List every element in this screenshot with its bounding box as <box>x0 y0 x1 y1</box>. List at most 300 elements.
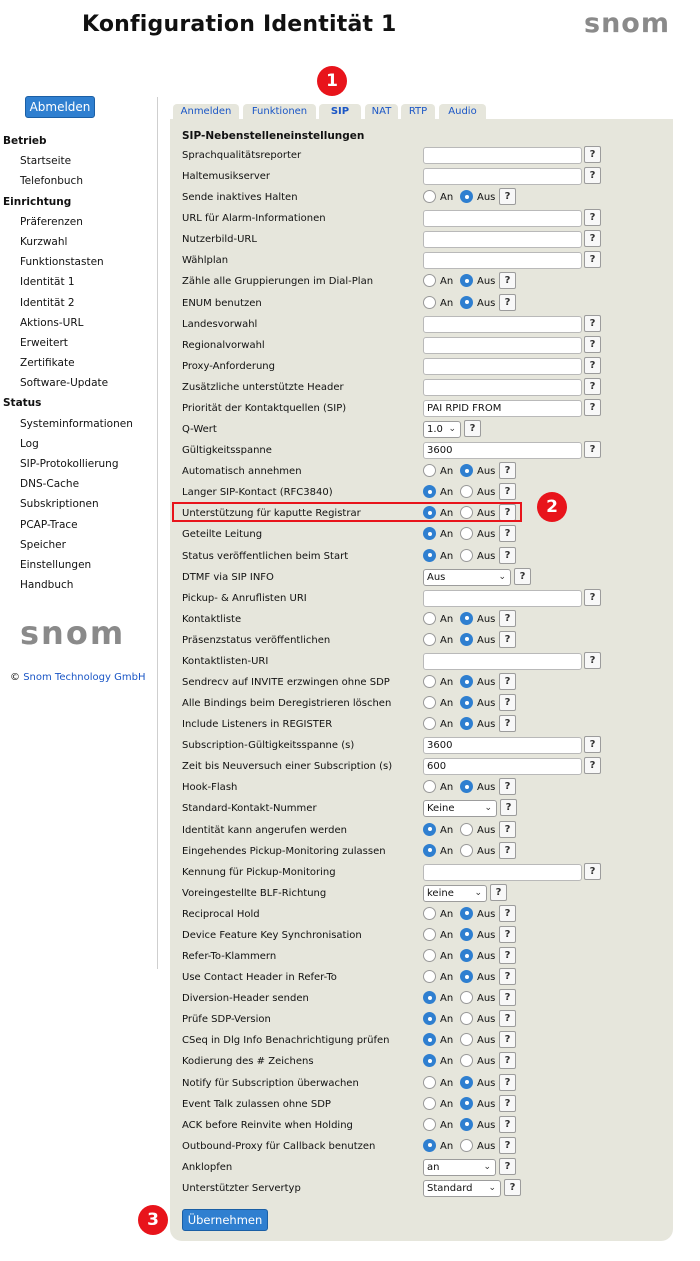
help-icon[interactable]: ? <box>499 1116 516 1133</box>
setting-row <box>0 1137 700 1158</box>
radio-off-label: Aus <box>477 1140 496 1152</box>
setting-label: Pickup- & Anruflisten URI <box>182 592 307 604</box>
help-icon[interactable]: ? <box>584 441 601 458</box>
radio-off[interactable] <box>460 464 473 477</box>
select-dropdown[interactable] <box>423 1180 501 1197</box>
setting-label: Event Talk zulassen ohne SDP <box>182 1098 331 1110</box>
tab-rtp[interactable]: RTP <box>401 104 435 120</box>
sidebar-item-erweitert[interactable]: Erweitert <box>20 336 68 349</box>
radio-off[interactable] <box>460 1139 473 1152</box>
setting-row <box>0 230 700 251</box>
help-icon[interactable]: ? <box>490 884 507 901</box>
text-input[interactable] <box>423 379 582 396</box>
help-icon[interactable]: ? <box>499 483 516 500</box>
page-title: Konfiguration Identität 1 <box>82 12 397 37</box>
setting-label: Wählplan <box>182 255 229 267</box>
help-icon[interactable]: ? <box>584 167 601 184</box>
radio-on[interactable] <box>423 844 436 857</box>
setting-row <box>0 631 700 652</box>
radio-off[interactable] <box>460 970 473 983</box>
setting-row <box>0 1116 700 1137</box>
setting-row <box>0 146 700 167</box>
sidebar-item-identität-2[interactable]: Identität 2 <box>20 296 75 309</box>
sidebar-item-einstellungen[interactable]: Einstellungen <box>20 558 92 571</box>
setting-label: Sprachqualitätsreporter <box>182 150 302 161</box>
radio-on[interactable] <box>423 296 436 309</box>
sidebar-group-betrieb: Betrieb <box>3 135 47 147</box>
setting-label: Geteilte Leitung <box>182 529 263 541</box>
radio-off[interactable] <box>460 296 473 309</box>
sidebar-item-speicher[interactable]: Speicher <box>20 538 66 551</box>
radio-off[interactable] <box>460 190 473 203</box>
help-icon[interactable]: ? <box>584 757 601 774</box>
help-icon[interactable]: ? <box>499 989 516 1006</box>
setting-row <box>0 694 700 715</box>
radio-on[interactable] <box>423 717 436 730</box>
sidebar-item-software-update[interactable]: Software-Update <box>20 377 109 390</box>
radio-off-label: Aus <box>477 276 496 288</box>
help-icon[interactable]: ? <box>499 1074 516 1091</box>
help-icon[interactable]: ? <box>499 294 516 311</box>
help-icon[interactable]: ? <box>499 715 516 732</box>
radio-off[interactable] <box>460 717 473 730</box>
setting-label: Eingehendes Pickup-Monitoring zulassen <box>182 845 386 857</box>
radio-on[interactable] <box>423 970 436 983</box>
setting-row <box>0 989 700 1010</box>
setting-label: Use Contact Header in Refer-To <box>182 972 337 984</box>
setting-row <box>0 209 700 230</box>
setting-row <box>0 420 700 441</box>
setting-row <box>0 462 700 483</box>
help-icon[interactable]: ? <box>499 926 516 943</box>
radio-off[interactable] <box>460 1076 473 1089</box>
radio-off-label: Aus <box>477 634 496 646</box>
radio-on[interactable] <box>423 633 436 646</box>
help-icon[interactable]: ? <box>499 905 516 922</box>
radio-on[interactable] <box>423 991 436 1004</box>
setting-label: Sende inaktives Halten <box>182 192 298 204</box>
setting-label: Zusätzliche unterstützte Header <box>182 381 344 393</box>
radio-on-label: An <box>440 634 454 646</box>
radio-on-label: An <box>440 297 454 309</box>
setting-label: Unterstützter Servertyp <box>182 1182 301 1194</box>
setting-label: ACK before Reinvite when Holding <box>182 1119 353 1131</box>
radio-on[interactable] <box>423 464 436 477</box>
setting-label: Proxy-Anforderung <box>182 360 275 372</box>
radio-off-label: Aus <box>477 613 496 625</box>
help-icon[interactable]: ? <box>499 1052 516 1069</box>
setting-label: Haltemusikserver <box>182 171 271 183</box>
setting-row <box>0 357 700 378</box>
radio-off-label: Aus <box>477 508 496 520</box>
help-icon[interactable]: ? <box>499 1158 516 1175</box>
radio-on-label: An <box>440 677 454 688</box>
select-dropdown[interactable] <box>423 421 461 438</box>
radio-on[interactable] <box>423 1139 436 1152</box>
radio-off[interactable] <box>460 633 473 646</box>
help-icon[interactable]: ? <box>584 251 601 268</box>
setting-label: Status veröffentlichen beim Start <box>182 550 349 562</box>
setting-row <box>0 1179 700 1200</box>
text-input[interactable] <box>423 316 582 333</box>
radio-off-label: Aus <box>477 824 496 836</box>
radio-on[interactable] <box>423 1097 436 1110</box>
radio-off[interactable] <box>460 1118 473 1131</box>
tab-nat[interactable]: NAT <box>365 104 398 120</box>
setting-row <box>0 821 700 842</box>
help-icon[interactable]: ? <box>499 547 516 564</box>
chevron-down-icon: ⌄ <box>483 1161 491 1172</box>
radio-on[interactable] <box>423 1118 436 1131</box>
setting-label: Subscription-Gültigkeitsspanne (s) <box>182 740 355 752</box>
sidebar-item-zertifikate[interactable]: Zertifikate <box>20 357 75 370</box>
setting-row <box>0 1158 700 1179</box>
sidebar-item-pcap-trace[interactable]: PCAP-Trace <box>20 518 78 531</box>
help-icon[interactable]: ? <box>504 1179 521 1196</box>
setting-row <box>0 778 700 799</box>
help-icon[interactable]: ? <box>499 673 516 690</box>
select-value: Standard <box>427 1182 473 1194</box>
radio-on-label: An <box>440 782 454 794</box>
help-icon[interactable]: ? <box>584 378 601 395</box>
setting-row <box>0 1074 700 1095</box>
setting-row <box>0 251 700 272</box>
sidebar-item-dns-cache[interactable]: DNS-Cache <box>20 478 80 491</box>
help-icon[interactable]: ? <box>499 842 516 859</box>
radio-off[interactable] <box>460 823 473 836</box>
sidebar-item-aktions-url[interactable]: Aktions-URL <box>20 316 84 329</box>
radio-off[interactable] <box>460 675 473 688</box>
select-value: Keine <box>427 803 455 815</box>
help-icon[interactable]: ? <box>499 968 516 985</box>
sidebar-item-sip-protokollierung[interactable]: SIP-Protokollierung <box>20 458 119 470</box>
radio-on[interactable] <box>423 949 436 962</box>
setting-row <box>0 547 700 568</box>
copyright-symbol: © <box>10 672 20 683</box>
radio-on[interactable] <box>423 612 436 625</box>
radio-on-label: An <box>440 1119 454 1131</box>
marker-2: 2 <box>537 492 567 522</box>
radio-off[interactable] <box>460 696 473 709</box>
sidebar-group-einrichtung: Einrichtung <box>3 195 72 208</box>
setting-label: Outbound-Proxy für Callback benutzen <box>182 1140 376 1152</box>
radio-on-label: An <box>440 550 454 562</box>
radio-on-label: An <box>440 1035 454 1047</box>
radio-off-label: Aus <box>477 487 496 499</box>
text-input[interactable] <box>423 231 582 248</box>
radio-on[interactable] <box>423 696 436 709</box>
select-dropdown[interactable] <box>423 1159 496 1176</box>
radio-on[interactable] <box>423 485 436 498</box>
sidebar-item-log[interactable]: Log <box>20 437 39 450</box>
help-icon[interactable]: ? <box>499 778 516 795</box>
setting-row <box>0 884 700 905</box>
select-value: 1.0 <box>427 424 443 436</box>
radio-off-label: Aus <box>477 845 496 857</box>
help-icon[interactable]: ? <box>584 863 601 880</box>
radio-off[interactable] <box>460 612 473 625</box>
setting-label: Unterstützung für kaputte Registrar <box>182 508 361 520</box>
setting-row <box>0 272 700 293</box>
setting-label: Nutzerbild-URL <box>182 234 257 246</box>
help-icon[interactable]: ? <box>584 230 601 247</box>
text-input[interactable]: 600 <box>423 758 582 775</box>
text-input[interactable] <box>423 210 582 227</box>
radio-on-label: An <box>440 529 454 541</box>
help-icon[interactable]: ? <box>499 610 516 627</box>
radio-on-label: An <box>440 972 454 984</box>
help-icon[interactable]: ? <box>499 462 516 479</box>
setting-label: Priorität der Kontaktquellen (SIP) <box>182 402 347 414</box>
text-input[interactable] <box>423 168 582 185</box>
setting-row <box>0 1031 700 1052</box>
radio-on[interactable] <box>423 1076 436 1089</box>
setting-row <box>0 336 700 357</box>
radio-off-label: Aus <box>477 1035 496 1047</box>
sidebar-item-funktionstasten[interactable]: Funktionstasten <box>20 256 104 269</box>
radio-off[interactable] <box>460 527 473 540</box>
setting-label: Alle Bindings beim Deregistrieren löschen <box>182 698 392 710</box>
help-icon[interactable]: ? <box>499 1095 516 1112</box>
help-icon[interactable]: ? <box>499 694 516 711</box>
radio-on[interactable] <box>423 907 436 920</box>
setting-label: Automatisch annehmen <box>182 466 302 478</box>
help-icon[interactable]: ? <box>499 1010 516 1027</box>
tab-anmelden[interactable]: Anmelden <box>173 104 239 120</box>
setting-row <box>0 652 700 673</box>
sidebar-item-handbuch[interactable]: Handbuch <box>20 579 74 592</box>
radio-on[interactable] <box>423 780 436 793</box>
text-input[interactable] <box>423 653 582 670</box>
radio-on-label: An <box>440 192 454 204</box>
radio-off[interactable] <box>460 274 473 287</box>
setting-row <box>0 673 700 694</box>
brand-logo: snom <box>584 8 670 39</box>
radio-on[interactable] <box>423 1054 436 1067</box>
text-input[interactable] <box>423 590 582 607</box>
setting-row <box>0 926 700 947</box>
sidebar-item-startseite[interactable]: Startseite <box>20 155 72 168</box>
help-icon[interactable]: ? <box>584 336 601 353</box>
help-icon[interactable]: ? <box>584 589 601 606</box>
help-icon[interactable]: ? <box>500 799 517 816</box>
help-icon[interactable]: ? <box>499 1031 516 1048</box>
help-icon[interactable]: ? <box>499 631 516 648</box>
setting-row <box>0 399 700 420</box>
sidebar-item-kurzwahl[interactable]: Kurzwahl <box>20 235 68 248</box>
text-input[interactable] <box>423 252 582 269</box>
radio-off[interactable] <box>460 549 473 562</box>
setting-row <box>0 378 700 399</box>
text-input[interactable]: 3600 <box>423 442 582 459</box>
setting-label: Sendrecv auf INVITE erzwingen ohne SDP <box>182 677 390 688</box>
marker-1: 1 <box>317 66 347 96</box>
setting-label: Kontaktlisten-URI <box>182 655 269 667</box>
text-input[interactable] <box>423 147 582 164</box>
help-icon[interactable]: ? <box>499 821 516 838</box>
help-icon[interactable]: ? <box>499 188 516 205</box>
radio-off-label: Aus <box>477 466 496 478</box>
radio-off-label: Aus <box>477 698 496 710</box>
setting-label: Hook-Flash <box>182 782 238 794</box>
highlight-box <box>172 502 522 522</box>
setting-row <box>0 736 700 757</box>
setting-row <box>0 610 700 631</box>
radio-on-label: An <box>440 1014 454 1026</box>
radio-off[interactable] <box>460 780 473 793</box>
chevron-down-icon: ⌄ <box>484 803 492 814</box>
text-input[interactable]: PAI RPID FROM <box>423 400 582 417</box>
setting-label: Diversion-Header senden <box>182 993 309 1005</box>
help-icon[interactable]: ? <box>584 736 601 753</box>
radio-off[interactable] <box>460 949 473 962</box>
tab-audio[interactable]: Audio <box>439 104 486 120</box>
apply-button[interactable]: Übernehmen <box>182 1209 268 1231</box>
radio-off[interactable] <box>460 485 473 498</box>
help-icon[interactable]: ? <box>584 209 601 226</box>
text-input[interactable] <box>423 337 582 354</box>
text-input[interactable]: 3600 <box>423 737 582 754</box>
radio-off-label: Aus <box>477 1077 496 1089</box>
setting-label: Zähle alle Gruppierungen im Dial-Plan <box>182 276 374 288</box>
text-input[interactable] <box>423 864 582 881</box>
setting-label: Gültigkeitsspanne <box>182 445 272 457</box>
setting-row <box>0 589 700 610</box>
setting-label: ENUM benutzen <box>182 297 262 309</box>
select-value: Aus <box>427 571 446 583</box>
setting-label: Notify für Subscription überwachen <box>182 1077 359 1089</box>
tab-sip[interactable]: SIP <box>319 104 361 120</box>
radio-off-label: Aus <box>477 782 496 794</box>
radio-on-label: An <box>440 487 454 499</box>
radio-on-label: An <box>440 276 454 288</box>
radio-on[interactable] <box>423 549 436 562</box>
radio-off-label: Aus <box>477 908 496 920</box>
radio-off[interactable] <box>460 1012 473 1025</box>
text-input[interactable] <box>423 358 582 375</box>
radio-on[interactable] <box>423 274 436 287</box>
radio-on[interactable] <box>423 675 436 688</box>
radio-on-label: An <box>440 613 454 625</box>
marker-3: 3 <box>138 1205 168 1235</box>
radio-on-label: An <box>440 466 454 478</box>
help-icon[interactable]: ? <box>584 146 601 163</box>
help-icon[interactable]: ? <box>499 525 516 542</box>
sidebar-item-subskriptionen[interactable]: Subskriptionen <box>20 498 99 511</box>
help-icon[interactable]: ? <box>464 420 481 437</box>
help-icon[interactable]: ? <box>584 315 601 332</box>
select-dropdown[interactable] <box>423 800 497 817</box>
radio-on-label: An <box>440 908 454 920</box>
radio-on[interactable] <box>423 823 436 836</box>
select-value: an <box>427 1161 440 1173</box>
radio-off[interactable] <box>460 1033 473 1046</box>
setting-label: Voreingestellte BLF-Richtung <box>182 887 327 899</box>
radio-off-label: Aus <box>477 1014 496 1026</box>
sidebar-item-telefonbuch[interactable]: Telefonbuch <box>20 175 83 188</box>
setting-row <box>0 799 700 820</box>
radio-off[interactable] <box>460 928 473 941</box>
radio-off[interactable] <box>460 1054 473 1067</box>
help-icon[interactable]: ? <box>584 652 601 669</box>
setting-label: Refer-To-Klammern <box>182 951 277 963</box>
chevron-down-icon: ⌄ <box>488 1182 496 1193</box>
select-dropdown[interactable] <box>423 885 487 902</box>
setting-label: Identität kann angerufen werden <box>182 824 347 836</box>
radio-on-label: An <box>440 719 454 731</box>
setting-label: Langer SIP-Kontact (RFC3840) <box>182 487 333 499</box>
radio-off[interactable] <box>460 991 473 1004</box>
section-title: SIP-Nebenstelleneinstellungen <box>182 130 365 142</box>
copyright-link[interactable]: Snom Technology GmbH <box>23 672 146 683</box>
radio-off-label: Aus <box>477 192 496 204</box>
setting-label: Kontaktliste <box>182 613 242 625</box>
help-icon[interactable]: ? <box>499 947 516 964</box>
setting-label: Kodierung des # Zeichens <box>182 1056 314 1068</box>
select-dropdown[interactable] <box>423 569 511 586</box>
setting-row <box>0 715 700 736</box>
setting-row <box>0 757 700 778</box>
radio-off-label: Aus <box>477 677 496 688</box>
help-icon[interactable]: ? <box>584 399 601 416</box>
sidebar-item-systeminformationen[interactable]: Systeminformationen <box>20 417 133 430</box>
radio-off-label: Aus <box>477 1056 496 1068</box>
radio-off-label: Aus <box>477 1119 496 1131</box>
radio-on[interactable] <box>423 928 436 941</box>
radio-off-label: Aus <box>477 1098 496 1110</box>
setting-label: Include Listeners in REGISTER <box>182 719 333 731</box>
radio-on[interactable] <box>423 1012 436 1025</box>
radio-off-label: Aus <box>477 719 496 731</box>
setting-label: DTMF via SIP INFO <box>182 571 274 583</box>
sidebar-group-status: Status <box>3 397 42 410</box>
setting-row <box>0 968 700 989</box>
radio-on-label: An <box>440 929 454 941</box>
sidebar-item-identität-1[interactable]: Identität 1 <box>20 276 75 289</box>
radio-off-label: Aus <box>477 550 496 562</box>
help-icon[interactable]: ? <box>584 357 601 374</box>
radio-off[interactable] <box>460 844 473 857</box>
radio-off[interactable] <box>460 1097 473 1110</box>
setting-label: Reciprocal Hold <box>182 908 260 920</box>
setting-row <box>0 167 700 188</box>
help-icon[interactable]: ? <box>499 272 516 289</box>
help-icon[interactable]: ? <box>499 504 516 521</box>
setting-label: Standard-Kontakt-Nummer <box>182 803 317 815</box>
setting-row <box>0 842 700 863</box>
setting-row <box>0 1010 700 1031</box>
setting-row <box>0 905 700 926</box>
chevron-down-icon: ⌄ <box>498 571 506 582</box>
setting-row <box>0 947 700 968</box>
logout-button[interactable]: Abmelden <box>25 96 95 118</box>
radio-on[interactable] <box>423 1033 436 1046</box>
radio-on[interactable] <box>423 527 436 540</box>
help-icon[interactable]: ? <box>499 1137 516 1154</box>
radio-off-label: Aus <box>477 951 496 963</box>
sidebar-item-präferenzen[interactable]: Präferenzen <box>20 215 83 228</box>
setting-label: Präsenzstatus veröffentlichen <box>182 634 331 646</box>
setting-label: Kennung für Pickup-Monitoring <box>182 866 336 878</box>
setting-label: Zeit bis Neuversuch einer Subscription (s) <box>182 761 393 773</box>
radio-on[interactable] <box>423 190 436 203</box>
radio-off-label: Aus <box>477 529 496 541</box>
setting-row <box>0 441 700 462</box>
setting-row <box>0 294 700 315</box>
tab-funktionen[interactable]: Funktionen <box>243 104 316 120</box>
radio-off[interactable] <box>460 907 473 920</box>
help-icon[interactable]: ? <box>514 568 531 585</box>
